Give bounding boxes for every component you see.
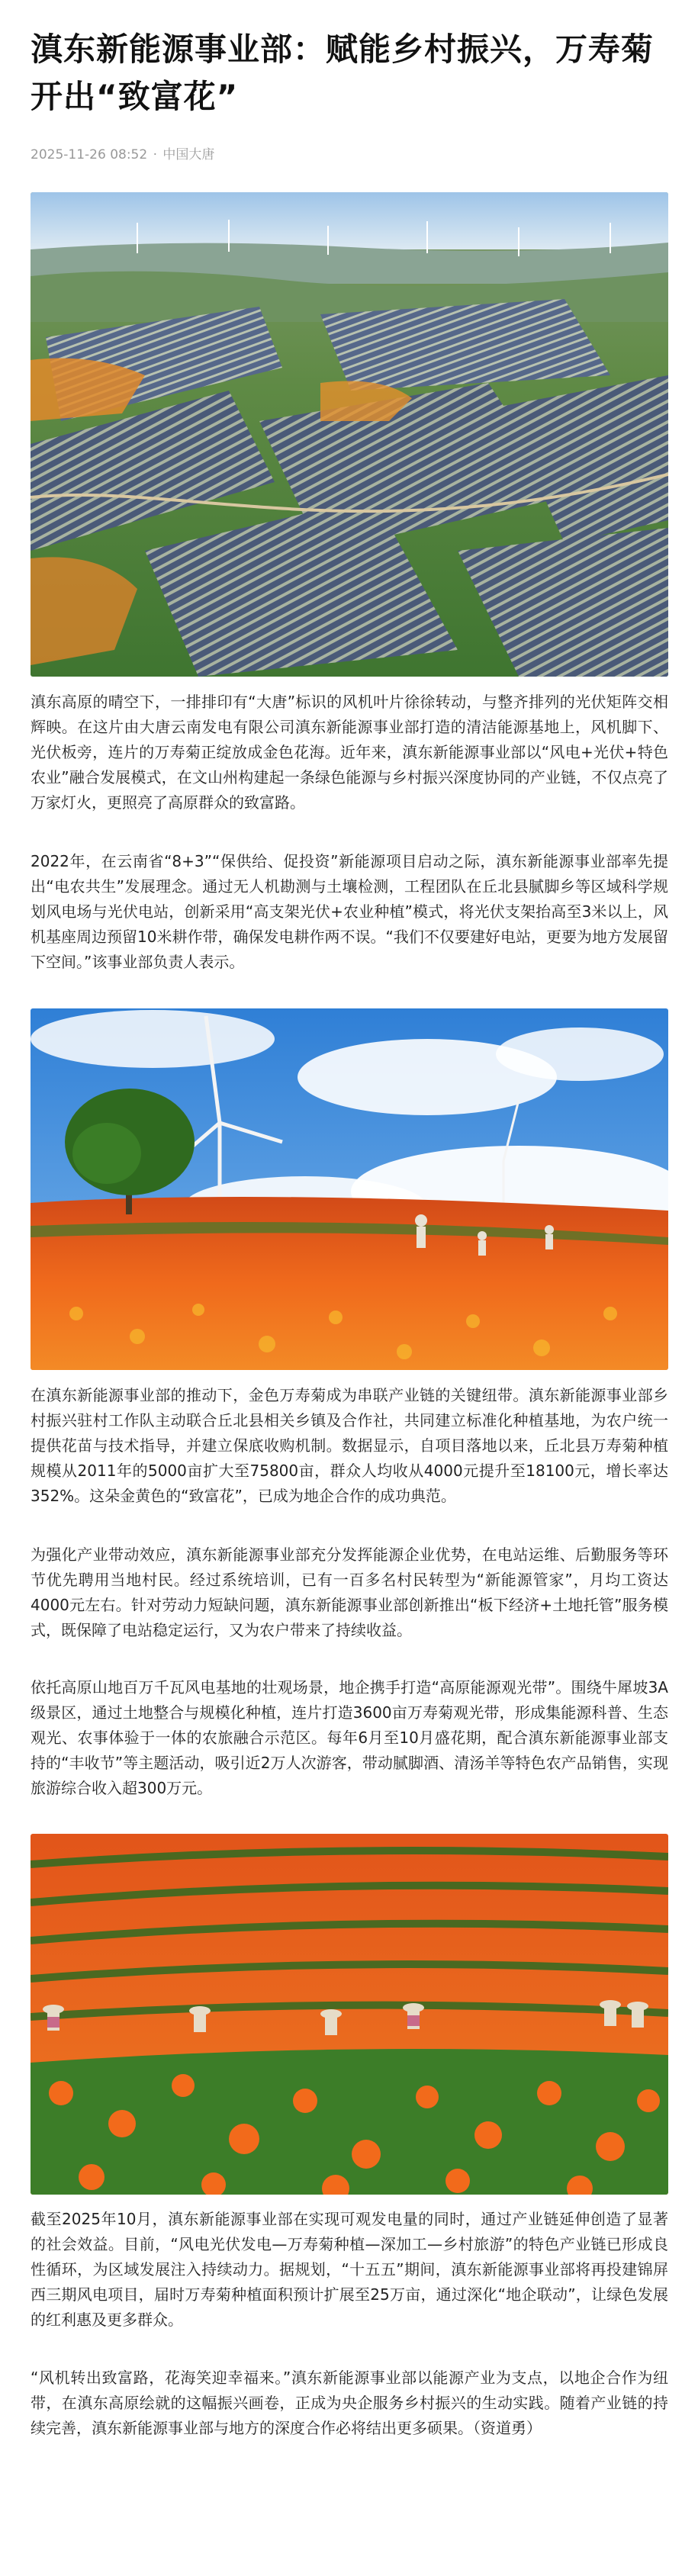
paragraph-6: 截至2025年10月，滇东新能源事业部在实现可观发电量的同时，通过产业链延伸创造了显著的社会效益。目前，“风电光伏发电—万寿菊种植—深加工—乡村旅游”的特色产业链已形成良性循环，为区域发展注入持续动力。据规划，“十五五”期间，滇东新能源事业部将再投建锦屏西三期风电项目，届时万寿菊种植面积预计扩展至25万亩，通过深化“地企联动”，让绿色发展的红利惠及更多群众。 [31,2210,668,2329]
paragraph-5: 依托高原山地百万千瓦风电基地的壮观场景，地企携手打造“高原能源观光带”。围绕牛犀坡3A级景区，通过土地整合与规模化种植，连片打造3600亩万寿菊观光带，形成集能源科普、生态观光、农事体验于一体的农旅融合示范区。每年6月至10月盛花期，配合滇东新能源事业部支持的“丰收节”等主题活动，吸引近2万人次游客，带动腻脚酒、清汤羊等特色农产品销售，实现旅游综合收入超300万元。 [31,1678,668,1797]
article-meta [31,143,216,162]
marigold-harvest-photo [31,1834,668,2195]
meta-separator: · [153,147,158,162]
paragraph-4: 为强化产业带动效应，滇东新能源事业部充分发挥能源企业优势，在电站运维、后勤服务等环节优先聘用当地村民。经过系统培训，已有一百多名村民转型为“新能源管家”，月均工资达4000元左右。针对劳动力短缺问题，滇东新能源事业部创新推出“板下经济+土地托管”服务模式，既保障了电站稳定运行，又为农户带来了持续收益。 [31,1545,668,1639]
article-source: 中国大唐 [162,147,215,162]
solar-farm-aerial-photo [31,192,668,677]
paragraph-2: 2022年，在云南省“8+3”“保供给、促投资”新能源项目启动之际，滇东新能源事业部率先提出“电农共生”发展理念。通过无人机勘测与土壤检测，工程团队在丘北县腻脚乡等区域科学规划风电场与光伏电站，创新采用“高支架光伏+农业种植”模式，将光伏支架抬高至3米以上，风机基座周边预留10米耕作带，确保发电耕作两不误。“我们不仅要建好电站，更要为地方发展留下空间。”该事业部负责人表示。 [31,852,668,971]
paragraph-3: 在滇东新能源事业部的推动下，金色万寿菊成为串联产业链的关键纽带。滇东新能源事业部乡村振兴驻村工作队主动联合丘北县相关乡镇及合作社，共同建立标准化种植基地，为农户统一提供花苗与技术指导，并建立保底收购机制。数据显示，自项目落地以来，丘北县万寿菊种植规模从2011年的5000亩扩大至75800亩，群众人均收从4000元提升至18100元，增长率达352%。这朵金黄色的“致富花”，已成为地企合作的成功典范。 [31,1386,668,1505]
publish-date: 2025-11-26 08:52 [31,147,148,162]
wind-turbine-marigold-field-photo [31,1008,668,1370]
paragraph-1: 滇东高原的晴空下，一排排印有“大唐”标识的风机叶片徐徐转动，与整齐排列的光伏矩阵交相辉映。在这片由大唐云南发电有限公司滇东新能源事业部打造的清洁能源基地上，风机脚下、光伏板旁，连片的万寿菊正绽放成金色花海。近年来，滇东新能源事业部以“风电+光伏+特色农业”融合发展模式，在文山州构建起一条绿色能源与乡村振兴深度协同的产业链，不仅点亮了万家灯火，更照亮了高原群众的致富路。 [31,693,668,812]
article-title: 滇东新能源事业部：赋能乡村振兴，万寿菊开出“致富花” [31,31,655,115]
paragraph-7: “风机转出致富路，花海笑迎幸福来。”滇东新能源事业部以能源产业为支点，以地企合作为纽带，在滇东高原绘就的这幅振兴画卷，正成为央企服务乡村振兴的生动实践。随着产业链的持续完善，滇东新能源事业部与地方的深度合作必将结出更多硕果。（资道勇） [31,2369,668,2437]
